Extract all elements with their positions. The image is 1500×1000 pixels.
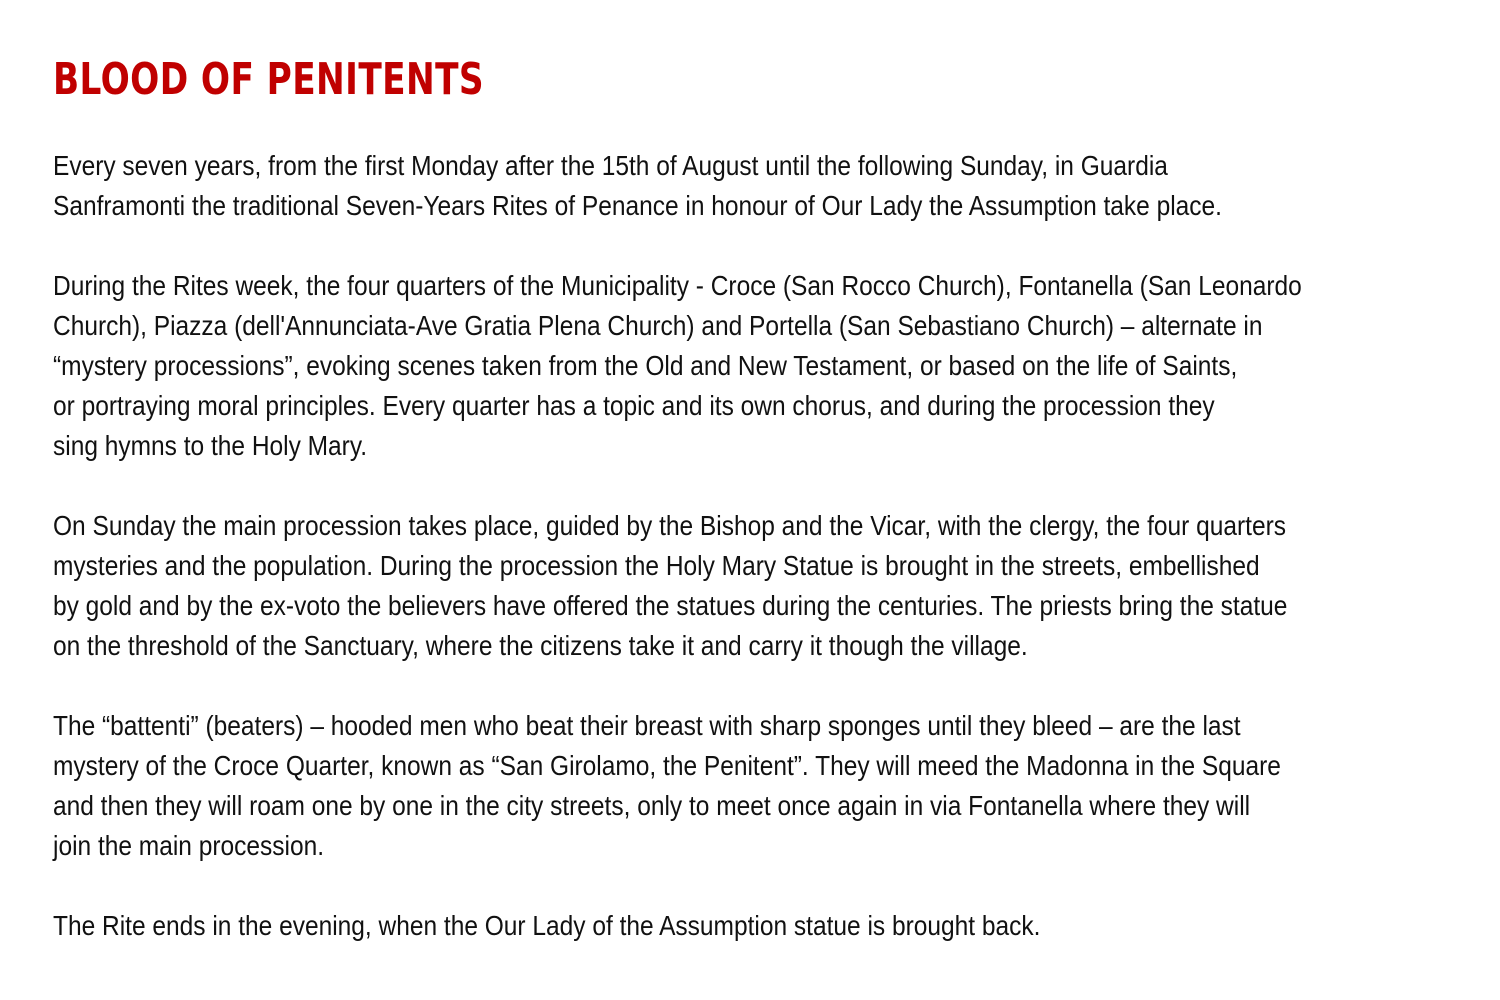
paragraph-5 xyxy=(53,906,1473,946)
text-line: or portraying moral principles. Every quarter has a topic and its own chorus, and during the procession they xyxy=(53,390,1215,421)
text-line: mystery of the Croce Quarter, known as “San Girolamo, the Penitent”. They will meed the Madonna in the Square xyxy=(53,750,1281,781)
text-line: mysteries and the population. During the procession the Holy Mary Statue is brought in the streets, embellished xyxy=(53,550,1260,581)
document-page xyxy=(53,50,1473,941)
text-line: The Rite ends in the evening, when the Our Lady of the Assumption statue is brought back. xyxy=(53,910,1041,941)
text-line: “mystery processions”, evoking scenes taken from the Old and New Testament, or based on the life of Saints, xyxy=(53,350,1238,381)
paragraph-2 xyxy=(53,266,1473,466)
text-line: Every seven years, from the first Monday after the 15th of August until the following Sunday, in Guardia xyxy=(53,150,1168,181)
text-line: and then they will roam one by one in the city streets, only to meet once again in via Fontanella where they will xyxy=(53,790,1251,821)
article-body xyxy=(53,146,1473,986)
text-line: On Sunday the main procession takes place, guided by the Bishop and the Vicar, with the clergy, the four quarters xyxy=(53,510,1286,541)
page-title: BLOOD OF PENITENTS xyxy=(53,54,484,105)
text-line: by gold and by the ex-voto the believers have offered the statues during the centuries. The priests bring the statue xyxy=(53,590,1288,621)
text-line: on the threshold of the Sanctuary, where the citizens take it and carry it though the village. xyxy=(53,630,1028,661)
text-line: sing hymns to the Holy Mary. xyxy=(53,430,368,461)
text-line: Church), Piazza (dell'Annunciata-Ave Gratia Plena Church) and Portella (San Sebastiano Church) – alternate in xyxy=(53,310,1263,341)
paragraph-1 xyxy=(53,146,1473,226)
paragraph-3 xyxy=(53,506,1473,666)
text-line: join the main procession. xyxy=(53,830,325,861)
text-line: Sanframonti the traditional Seven-Years Rites of Penance in honour of Our Lady the Assumption take place. xyxy=(53,190,1222,221)
text-line: During the Rites week, the four quarters of the Municipality - Croce (San Rocco Church), Fontanella (San Leonardo xyxy=(53,270,1302,301)
paragraph-4 xyxy=(53,706,1473,866)
text-line: The “battenti” (beaters) – hooded men who beat their breast with sharp sponges until they bleed – are the last xyxy=(53,710,1241,741)
